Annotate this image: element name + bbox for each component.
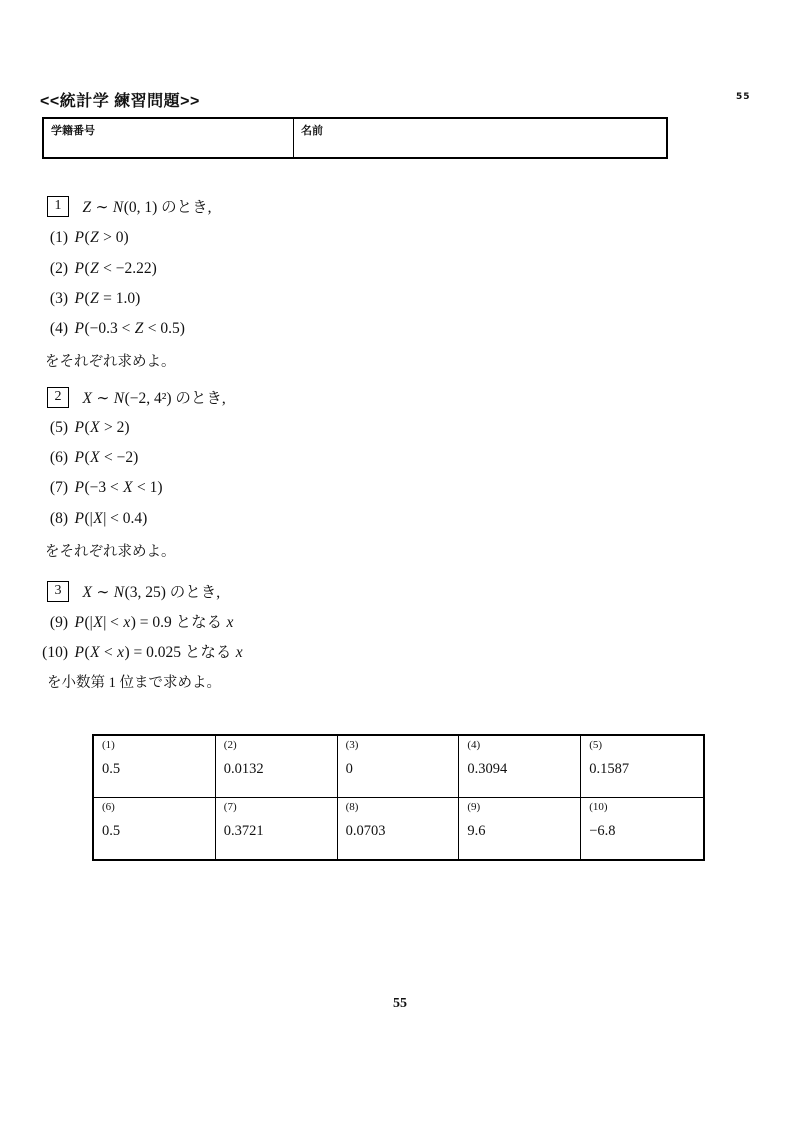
item-formula: P(Z < −2.22) [74,260,157,277]
item-label: (8) [49,510,68,527]
answer-cell-1 [94,736,216,798]
answer-table [92,734,705,861]
answer-cell-5 [581,736,703,798]
answer-value: −6.8 [589,822,616,839]
item-formula: P(X < −2) [74,449,139,466]
item-formula: P(Z = 1.0) [74,290,141,307]
answer-value: 0.3721 [223,822,264,839]
student-id-label: 学籍番号 [51,125,95,137]
problem-3-statement: X ∼ N(3, 25) のとき, [82,584,221,601]
answer-value: 0.1587 [589,761,630,777]
answer-cell-10 [581,798,703,860]
answer-label: (5) [589,739,603,751]
answer-value: 0.0703 [345,822,386,839]
problem-item-7 [0,479,560,499]
answer-cell-7 [216,798,338,860]
item-label: (10) [42,644,68,661]
item-label: (2) [49,260,68,277]
item-formula: P(Z > 0) [74,229,129,246]
answer-label: (6) [102,800,115,813]
problem-item-9 [0,610,560,630]
problem-item-6 [0,449,560,469]
problem-item-3 [0,290,560,310]
item-label: (7) [49,479,68,496]
name-label: 名前 [301,125,323,137]
answer-label: (9) [467,800,481,813]
item-label: (5) [49,419,68,436]
item-formula: P(X < x) = 0.025 となる x [74,644,243,661]
problem-2-header [47,386,226,408]
item-formula: P(|X| < 0.4) [74,510,148,527]
problem-1-header [47,195,212,217]
item-formula: P(X > 2) [74,419,130,436]
problem-item-1 [0,229,560,249]
problem-item-2 [0,260,560,280]
item-formula: P(−3 < X < 1) [74,479,163,496]
problem-1-statement: Z ∼ N(0, 1) のとき, [82,199,212,216]
answer-value: 9.6 [467,822,486,839]
problem-1-closing: をそれぞれ求めよ。 [45,354,176,370]
answer-cell-2 [216,736,338,798]
problem-item-8 [0,510,560,530]
answer-label: (7) [223,800,237,813]
problem-2-statement: X ∼ N(−2, 4²) のとき, [82,390,226,407]
answer-value: 0.5 [102,822,121,839]
name-cell [294,119,666,157]
item-formula: P(|X| < x) = 0.9 となる x [74,614,234,631]
answer-label: (10) [589,800,608,813]
answer-label: (3) [345,739,359,751]
answer-cell-8 [338,798,460,860]
problem-3-header [47,580,220,602]
answer-label: (8) [345,800,359,813]
problem-item-10 [0,640,560,660]
answer-label: (2) [223,739,237,751]
problem-1-number-box: 1 [47,196,69,217]
answer-value: 0.0132 [223,761,264,777]
problem-2-number-box: 2 [47,387,69,408]
problem-3-number-box: 3 [47,581,69,602]
page-title: <<統計学 練習問題>> [40,93,200,110]
item-label: (9) [49,614,68,631]
answer-value: 0.5 [102,761,121,777]
problem-2-closing: をそれぞれ求めよ。 [45,544,176,560]
answer-label: (1) [102,739,115,751]
student-id-cell [44,119,294,157]
answer-cell-3 [338,736,460,798]
answer-cell-4 [459,736,581,798]
answer-cell-9 [459,798,581,860]
answer-label: (4) [467,739,481,751]
item-label: (3) [49,290,68,307]
problem-item-4 [0,320,560,340]
footer-page-number: 55 [393,996,407,1011]
corner-page-number: 55 [736,92,751,102]
answer-value: 0.3094 [467,761,508,777]
answer-value: 0 [345,761,353,777]
problem-item-5 [0,419,560,439]
item-label: (6) [49,449,68,466]
item-formula: P(−0.3 < Z < 0.5) [74,320,185,337]
item-label: (4) [49,320,68,337]
header-box [42,117,668,159]
answer-cell-6 [94,798,216,860]
problem-3-closing: を小数第 1 位まで求めよ。 [47,675,221,691]
item-label: (1) [49,229,68,246]
